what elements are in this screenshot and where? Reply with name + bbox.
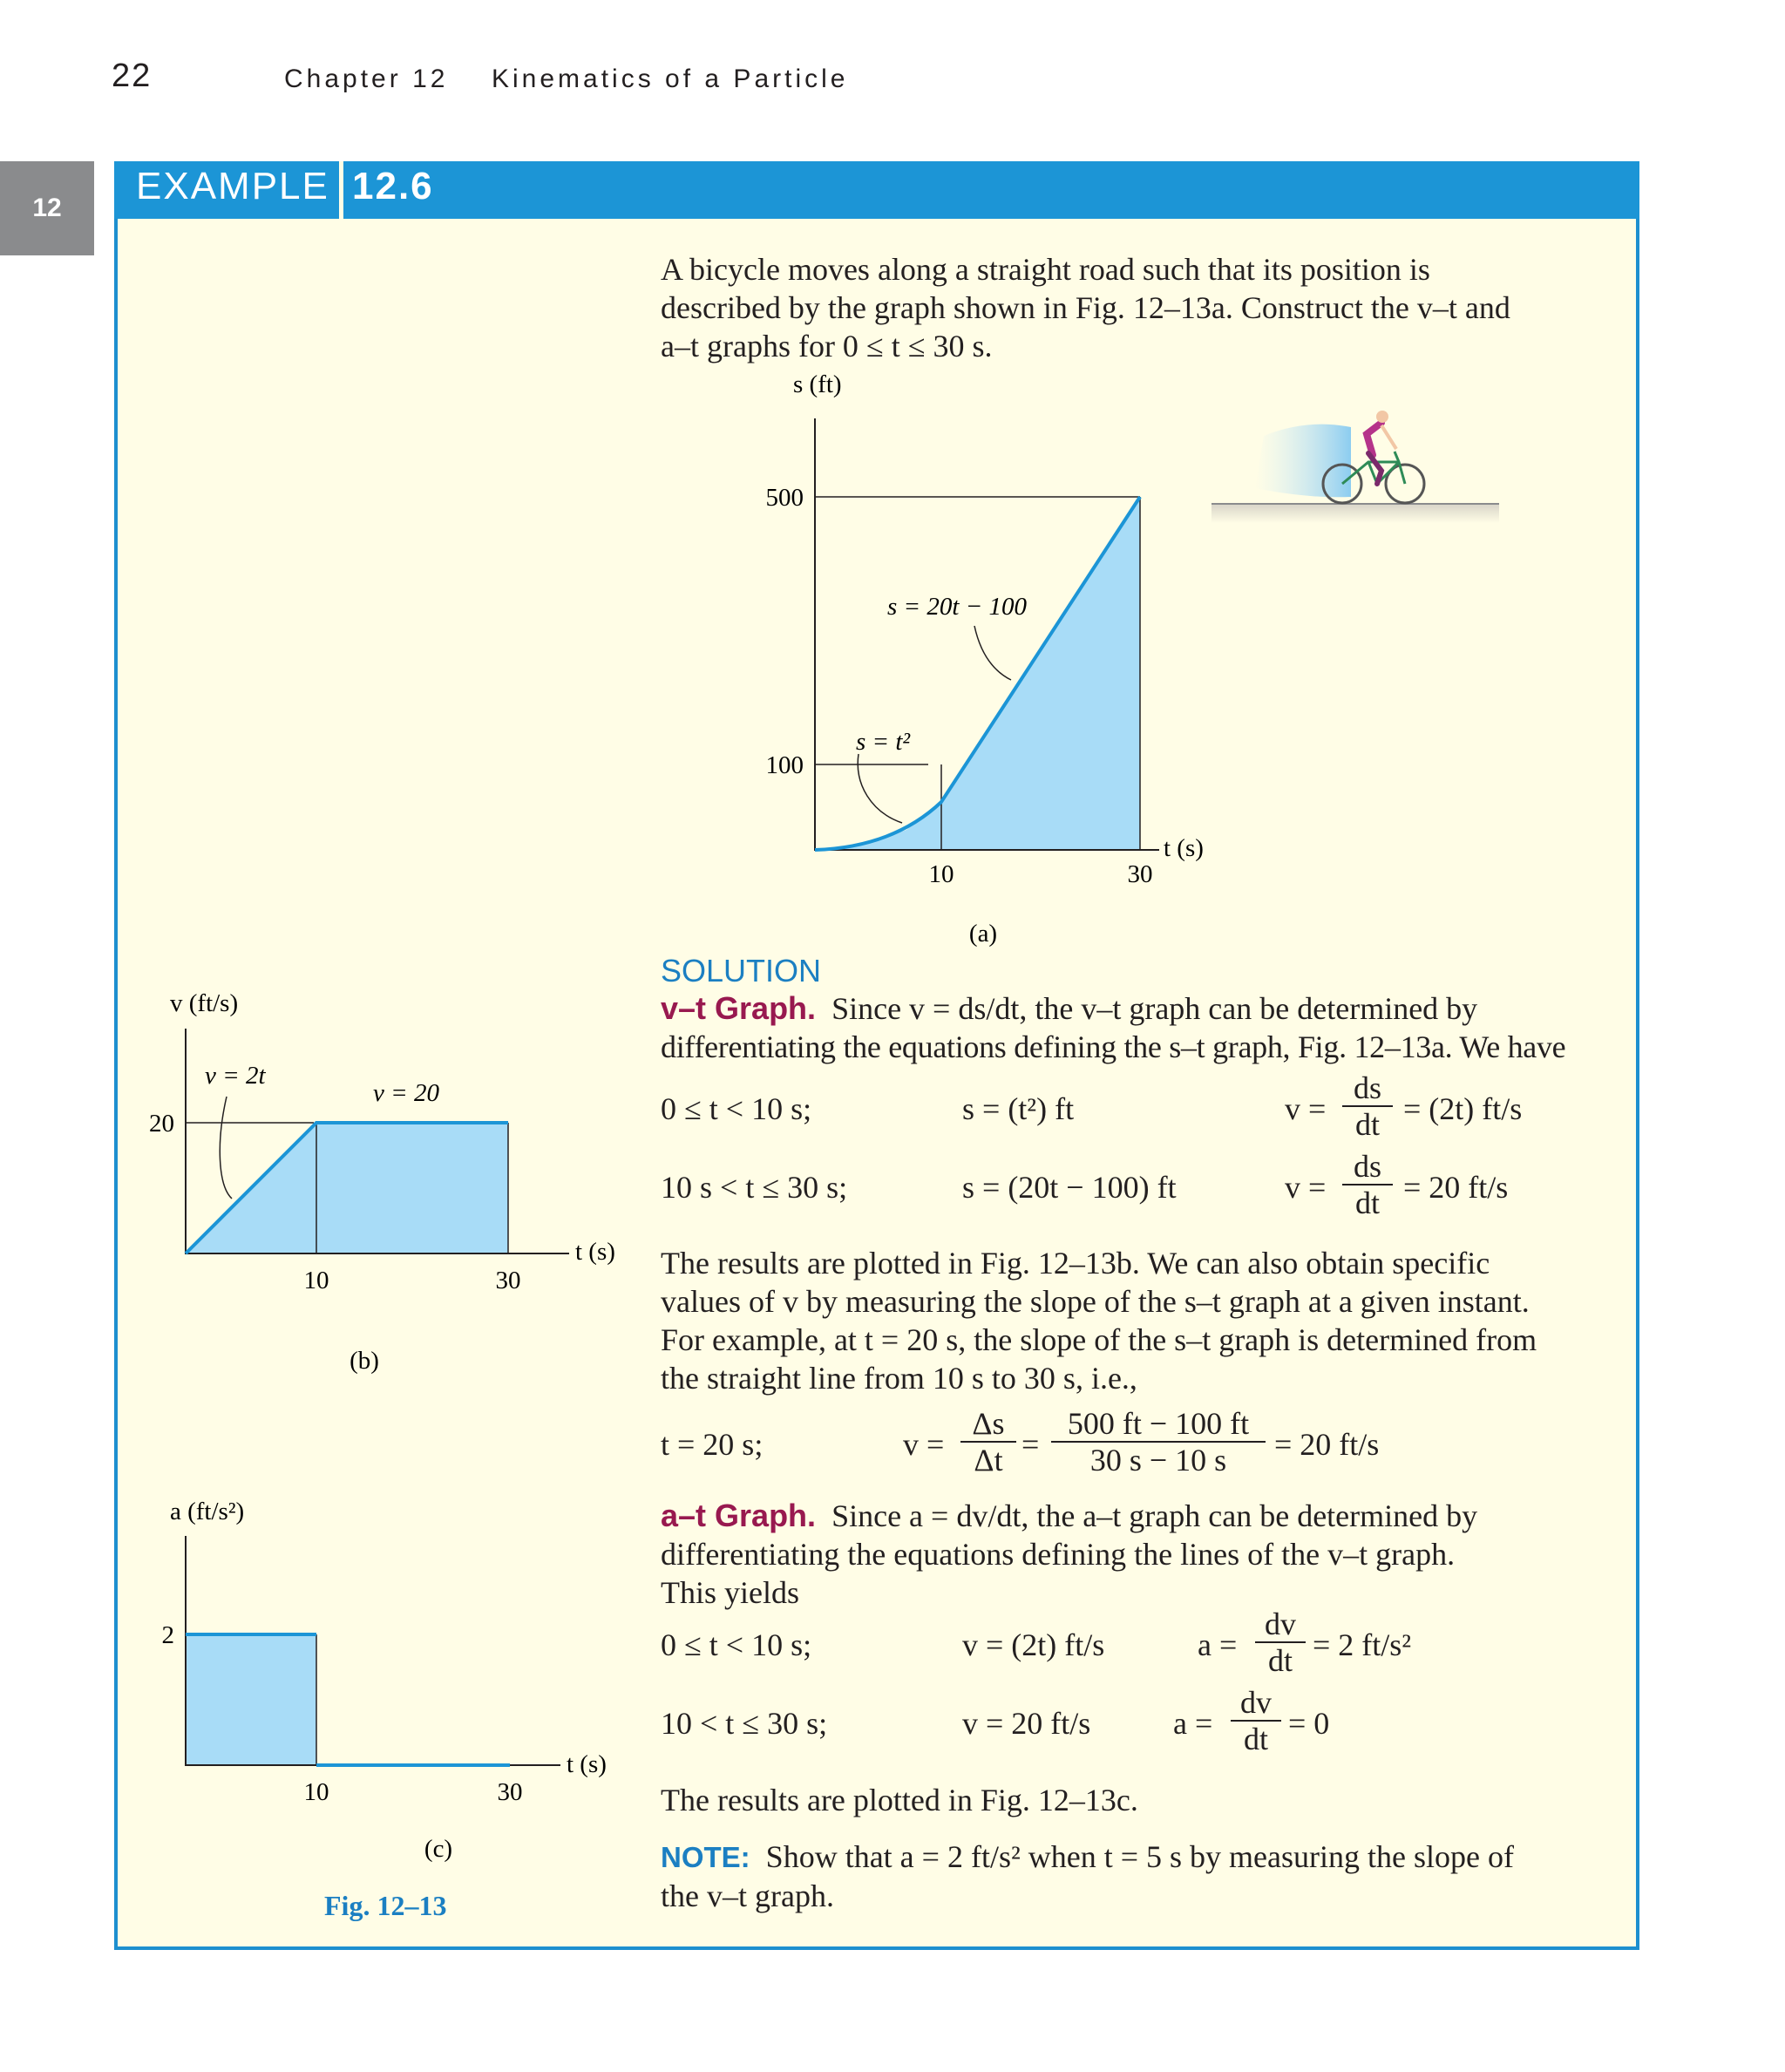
problem-line-1: A bicycle moves along a straight road such that its position is: [661, 252, 1430, 287]
eq2-numerator: ds: [1353, 1149, 1381, 1184]
eq4-fraction: [1255, 1607, 1306, 1678]
eq1-v: v =: [1285, 1091, 1327, 1126]
eq2-s: s = (20t − 100) ft: [962, 1170, 1177, 1205]
speed-streak: [1255, 425, 1351, 498]
chapter-label: Chapter 12: [284, 65, 449, 93]
s-t-area-fill: [815, 497, 1140, 850]
eq1-denominator: dt: [1354, 1107, 1380, 1142]
figure-c-caption: (c): [424, 1835, 453, 1863]
eq-v-flat-label: v = 20: [373, 1079, 439, 1107]
problem-statement: [661, 250, 1605, 365]
figure-a-caption: (a): [968, 920, 998, 948]
eq4-a: a =: [1198, 1627, 1238, 1662]
eq5-result: = 0: [1288, 1706, 1330, 1741]
example-band-divider: [339, 161, 343, 219]
eq3-equals: =: [1021, 1427, 1040, 1462]
note-line-2: the v–t graph.: [661, 1878, 834, 1913]
v-tick-20: 20: [149, 1110, 174, 1138]
note-label: NOTE:: [661, 1841, 750, 1873]
eq4-range: 0 ≤ t < 10 s;: [661, 1627, 812, 1662]
problem-line-3: a–t graphs for 0 ≤ t ≤ 30 s.: [661, 329, 993, 363]
chapter-side-tab: 12: [0, 161, 94, 255]
example-label: EXAMPLE: [136, 165, 329, 207]
eq4-numerator: dv: [1265, 1607, 1296, 1641]
s-tick-500: 500: [765, 484, 804, 512]
results-c-sentence: The results are plotted in Fig. 12–13c.: [661, 1783, 1138, 1817]
eq4-result: = 2 ft/s²: [1313, 1627, 1412, 1662]
vt-line-1: Since v = ds/dt, the v–t graph can be determined by: [831, 991, 1478, 1026]
eq3-v: v =: [903, 1427, 945, 1462]
s-axis-label: s (ft): [793, 370, 842, 398]
eq-v-ramp-label: v = 2t: [205, 1062, 266, 1090]
results-paragraph: [661, 1244, 1605, 1397]
figure-b-caption: (b): [350, 1347, 379, 1375]
eq-parabola-label: s = t²: [856, 728, 911, 756]
eq2-denominator: dt: [1354, 1185, 1380, 1220]
leader-line-linear: [974, 626, 1011, 680]
figure-a-s-t-graph: [741, 366, 1246, 959]
eq5-numerator: dv: [1240, 1685, 1272, 1720]
at-line-1: Since a = dv/dt, the a–t graph can be determined by: [831, 1498, 1478, 1533]
eq2-fraction: [1342, 1149, 1393, 1220]
eq-linear-label: s = 20t − 100: [887, 593, 1027, 621]
eq4-denominator: dt: [1267, 1643, 1293, 1678]
vt-heading: v–t Graph.: [661, 990, 817, 1026]
at-line-2: differentiating the equations defining the lines of the v–t graph.: [661, 1537, 1456, 1572]
p2-line-4: the straight line from 10 s to 30 s, i.e.,: [661, 1361, 1137, 1396]
eq1-numerator: ds: [1353, 1070, 1381, 1105]
note-paragraph: [661, 1838, 1605, 1915]
problem-line-2: described by the graph shown in Fig. 12–13a. Construct the v–t and: [661, 290, 1510, 325]
solution-heading: SOLUTION: [661, 953, 822, 988]
t-tick-30-b: 30: [495, 1267, 521, 1294]
p2-line-3: For example, at t = 20 s, the slope of the s–t graph is determined from: [661, 1322, 1537, 1357]
t-tick-10: 10: [928, 860, 954, 888]
eq5-v: v = 20 ft/s: [962, 1706, 1091, 1741]
at-heading: a–t Graph.: [661, 1498, 817, 1533]
v-axis-label: v (ft/s): [170, 989, 239, 1017]
at-paragraph: [661, 1497, 1605, 1612]
page-number: 22: [112, 58, 153, 94]
t-tick-10-b: 10: [303, 1267, 329, 1294]
eq3-fraction-1: [960, 1406, 1016, 1478]
eq3-result: = 20 ft/s: [1274, 1427, 1380, 1462]
vt-line-2: differentiating the equations defining the s–t graph, Fig. 12–13a. We have: [661, 1029, 1566, 1064]
t-axis-label-b: t (s): [575, 1238, 615, 1266]
figure-c-a-t-graph: [139, 1482, 636, 1865]
eq3-t: t = 20 s;: [661, 1427, 764, 1462]
eq1-result: = (2t) ft/s: [1403, 1091, 1523, 1126]
eq3-denominator: Δt: [974, 1443, 1003, 1478]
note-line-1: Show that a = 2 ft/s² when t = 5 s by measuring the slope of: [765, 1839, 1514, 1874]
eq5-a: a =: [1173, 1706, 1213, 1741]
figure-b-v-t-graph: [139, 976, 636, 1377]
a-axis-label: a (ft/s²): [170, 1498, 245, 1525]
figure-caption: Fig. 12–13: [324, 1890, 447, 1921]
example-number: 12.6: [352, 165, 434, 207]
t-tick-30: 30: [1127, 860, 1153, 888]
eq3-numerator-2: 500 ft − 100 ft: [1067, 1406, 1250, 1441]
t-axis-label-c: t (s): [567, 1750, 607, 1778]
eq2-result: = 20 ft/s: [1403, 1170, 1509, 1205]
eq4-v: v = (2t) ft/s: [962, 1627, 1105, 1662]
eq5-range: 10 < t ≤ 30 s;: [661, 1706, 828, 1741]
eq1-fraction: [1342, 1070, 1393, 1142]
eq5-denominator: dt: [1243, 1722, 1268, 1756]
eq5-fraction: [1231, 1685, 1281, 1756]
t-tick-30-c: 30: [497, 1778, 523, 1806]
rider-body: [1367, 423, 1381, 455]
eq3-fraction-2: [1051, 1406, 1266, 1478]
p2-line-2: values of v by measuring the slope of the s–t graph at a given instant.: [661, 1284, 1530, 1319]
p2-line-1: The results are plotted in Fig. 12–13b. We can also obtain specific: [661, 1246, 1490, 1281]
eq1-range: 0 ≤ t < 10 s;: [661, 1091, 812, 1126]
bicycle-illustration: [1211, 401, 1499, 527]
t-tick-10-c: 10: [303, 1778, 329, 1806]
eq3-denominator-2: 30 s − 10 s: [1089, 1443, 1227, 1478]
road-shadow: [1211, 504, 1499, 523]
rider-arm: [1381, 425, 1396, 449]
chapter-title: Kinematics of a Particle: [492, 65, 849, 93]
at-line-3: This yields: [661, 1575, 799, 1610]
eq2-v: v =: [1285, 1170, 1327, 1205]
s-tick-100: 100: [765, 751, 804, 779]
a-tick-2: 2: [161, 1621, 174, 1649]
t-axis-label: t (s): [1164, 834, 1204, 862]
vt-paragraph: [661, 989, 1605, 1066]
a-t-area-fill: [186, 1634, 316, 1765]
v-t-area-fill: [186, 1123, 508, 1253]
eq1-s: s = (t²) ft: [962, 1091, 1075, 1126]
rider-head: [1376, 411, 1388, 423]
eq3-numerator: Δs: [972, 1406, 1005, 1441]
leader-line-v-ramp: [220, 1097, 232, 1199]
eq2-range: 10 s < t ≤ 30 s;: [661, 1170, 848, 1205]
